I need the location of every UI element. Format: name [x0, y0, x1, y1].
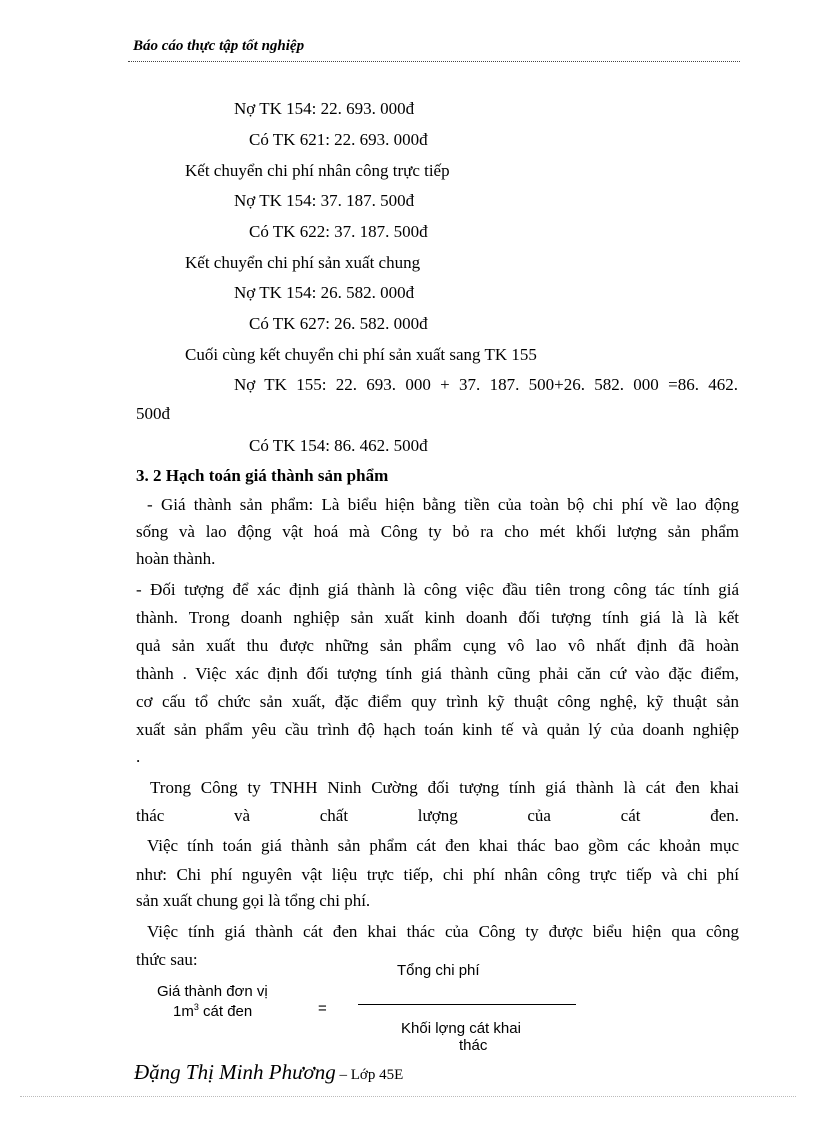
paragraph-line: Trong Công ty TNHH Ninh Cường đối tượng tính giá thành là cát đen khai: [150, 778, 739, 797]
entry-line: Có TK 627: 26. 582. 000đ: [249, 314, 428, 333]
paragraph-line: thành . Việc xác định đối tượng tính giá thành cũng phải căn cứ vào đặc điểm,: [136, 664, 739, 683]
entry-line: Có TK 621: 22. 693. 000đ: [249, 130, 428, 149]
formula-lhs-unit: [173, 999, 252, 1020]
paragraph-line: như: Chi phí nguyên vật liệu trực tiếp, chi phí nhân công trực tiếp và chi phí: [136, 865, 739, 884]
footer-divider: [20, 1096, 796, 1097]
header-divider: [128, 61, 740, 62]
entry-line: Có TK 622: 37. 187. 500đ: [249, 222, 428, 241]
page-header-title: Báo cáo thực tập tốt nghiệp: [133, 38, 305, 54]
paragraph-line: - Giá thành sản phẩm: Là biểu hiện bằng tiền của toàn bộ chi phí về lao động: [147, 495, 739, 514]
entry-line: Nợ TK 154: 22. 693. 000đ: [234, 99, 415, 118]
paragraph-line: - Đối tượng để xác định giá thành là công việc đầu tiên trong công tác tính giá: [136, 580, 739, 599]
formula-exponent: 3: [193, 1002, 199, 1012]
paragraph-line: sống và lao động vật hoá mà Công ty bỏ ra cho mét khối lượng sản phẩm: [136, 522, 739, 541]
paragraph-line: Việc tính toán giá thành sản phẩm cát đen khai thác bao gồm các khoản mục: [147, 836, 739, 855]
formula-denominator-cont: thác: [459, 1037, 488, 1054]
formula-equals: =: [318, 1000, 327, 1017]
formula-numerator: Tổng chi phí: [397, 962, 480, 979]
formula-lhs-unit-suffix: cát đen: [198, 1003, 253, 1020]
paragraph-line: .: [136, 747, 141, 766]
entry-line: Kết chuyển chi phí sản xuất chung: [185, 253, 421, 272]
formula-lhs-unit-text: 1m: [173, 1003, 194, 1020]
paragraph-line: xuất sản phẩm yêu cầu trình độ hạch toán kinh tế và quản lý của doanh nghiệp: [136, 720, 739, 739]
paragraph-line: cơ cấu tổ chức sản xuất, đặc điểm quy trình kỹ thuật công nghệ, kỹ thuật sản: [136, 692, 739, 711]
paragraph-line: thức sau:: [136, 950, 198, 969]
entry-line: Kết chuyển chi phí nhân công trực tiếp: [185, 161, 450, 180]
paragraph-line: quả sản xuất thu được những sản phẩm cụng vô lao vô nhất định đã hoàn: [136, 636, 739, 655]
paragraph-line: sản xuất chung gọi là tổng chi phí.: [136, 891, 371, 910]
paragraph-line: hoàn thành.: [136, 549, 216, 568]
paragraph-line: Việc tính giá thành cát đen khai thác của Công ty được biểu hiện qua công: [147, 922, 739, 941]
section-heading: 3. 2 Hạch toán giá thành sản phẩm: [136, 466, 389, 485]
entry-line: Nợ TK 154: 37. 187. 500đ: [234, 191, 415, 210]
fraction-bar: [358, 1004, 576, 1005]
entry-line: 500đ: [136, 404, 170, 423]
footer-class: – Lớp 45E: [335, 1067, 404, 1083]
entry-line: Có TK 154: 86. 462. 500đ: [249, 436, 428, 455]
paragraph-line: thành. Trong doanh nghiệp sản xuất kinh doanh đối tượng tính giá là là kết: [136, 608, 739, 627]
entry-line: Nợ TK 155: 22. 693. 000 + 37. 187. 500+26. 582. 000 =86. 462.: [234, 375, 738, 394]
formula-lhs: Giá thành đơn vị: [157, 983, 268, 1000]
formula-denominator: Khối lợng cát khai: [401, 1020, 521, 1037]
paragraph-line: thác và chất lượng của cát đen.: [136, 806, 739, 825]
entry-line: Nợ TK 154: 26. 582. 000đ: [234, 283, 415, 302]
entry-line: Cuối cùng kết chuyển chi phí sản xuất sang TK 155: [185, 345, 537, 364]
footer-author: [134, 1060, 403, 1085]
footer-author-name: Đặng Thị Minh Phương: [134, 1060, 336, 1084]
